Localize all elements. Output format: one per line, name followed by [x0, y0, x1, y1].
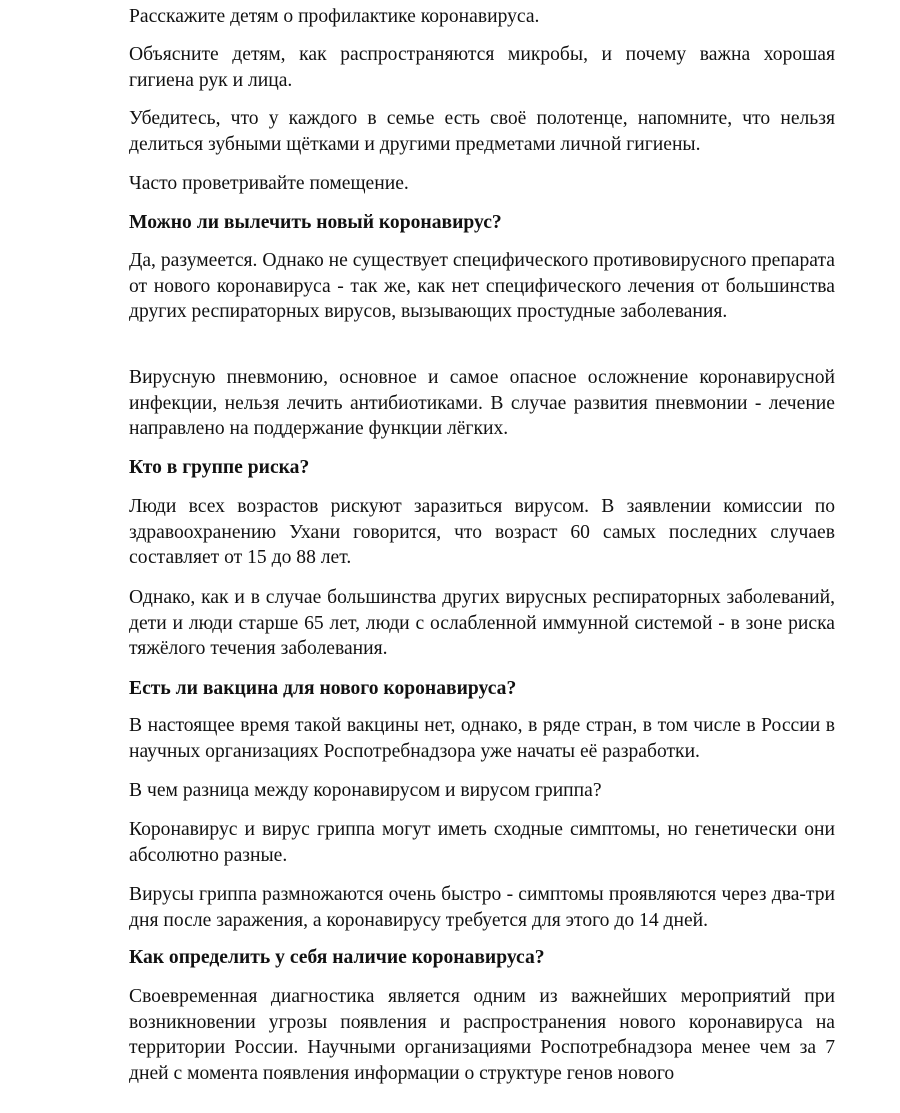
paragraph-no-specific-drug: Да, разумеется. Однако не существует специфического противовирусного препарата от нового коронавируса - так же, как нет специфического лечения от большинства других респираторных вирусов, вызывающих простудные заболевания. [129, 250, 835, 323]
paragraph-kids-prevention: Расскажите детям о профилактике коронавируса. [129, 6, 540, 27]
paragraph-incubation-period: Вирусы гриппа размножаются очень быстро - симптомы проявляются через два-три дня после заражения, а коронавирусу требуется для этого до 14 дней. [129, 884, 835, 931]
paragraph-difference-question: В чем разница между коронавирусом и вирусом гриппа? [129, 780, 602, 801]
paragraph-personal-towel: Убедитесь, что у каждого в семье есть своё полотенце, напомните, что нельзя делиться зубными щётками и другими предметами личной гигиены. [129, 108, 835, 155]
paragraph-similar-symptoms: Коронавирус и вирус гриппа могут иметь сходные симптомы, но генетически они абсолютно разные. [129, 819, 835, 866]
paragraph-timely-diagnostics: Своевременная диагностика является одним из важнейших мероприятий при возникновении угрозы появления и распространения нового коронавируса на территории России. Научными организациями Роспотребнадзора менее чем за 7 дней с момента появления информации о структуре генов нового [129, 986, 835, 1085]
paragraph-germs-hygiene: Объясните детям, как распространяются микробы, и почему важна хорошая гигиена рук и лица. [129, 44, 835, 91]
heading-self-diagnosis: Как определить у себя наличие коронавируса? [129, 947, 545, 968]
paragraph-viral-pneumonia: Вирусную пневмонию, основное и самое опасное осложнение коронавирусной инфекции, нельзя лечить антибиотиками. В случае развития пневмонии - лечение направлено на поддержание функции лёгких. [129, 367, 835, 440]
paragraph-severe-course-risk: Однако, как и в случае большинства других вирусных респираторных заболеваний, дети и люди старше 65 лет, люди с ослабленной иммунной системой - в зоне риска тяжёлого течения заболевания. [129, 587, 835, 660]
heading-vaccine: Есть ли вакцина для нового коронавируса? [129, 678, 517, 699]
paragraph-no-vaccine-yet: В настоящее время такой вакцины нет, однако, в ряде стран, в том числе в России в научных организациях Роспотребнадзора уже начаты её разработки. [129, 715, 835, 762]
paragraph-ventilation: Часто проветривайте помещение. [129, 173, 409, 194]
heading-can-it-be-cured: Можно ли вылечить новый коронавирус? [129, 212, 502, 233]
paragraph-all-ages-risk: Люди всех возрастов рискуют заразиться вирусом. В заявлении комиссии по здравоохранению Ухани говорится, что возраст 60 самых последних случаев составляет от 15 до 88 лет. [129, 496, 835, 569]
heading-risk-group: Кто в группе риска? [129, 457, 310, 478]
